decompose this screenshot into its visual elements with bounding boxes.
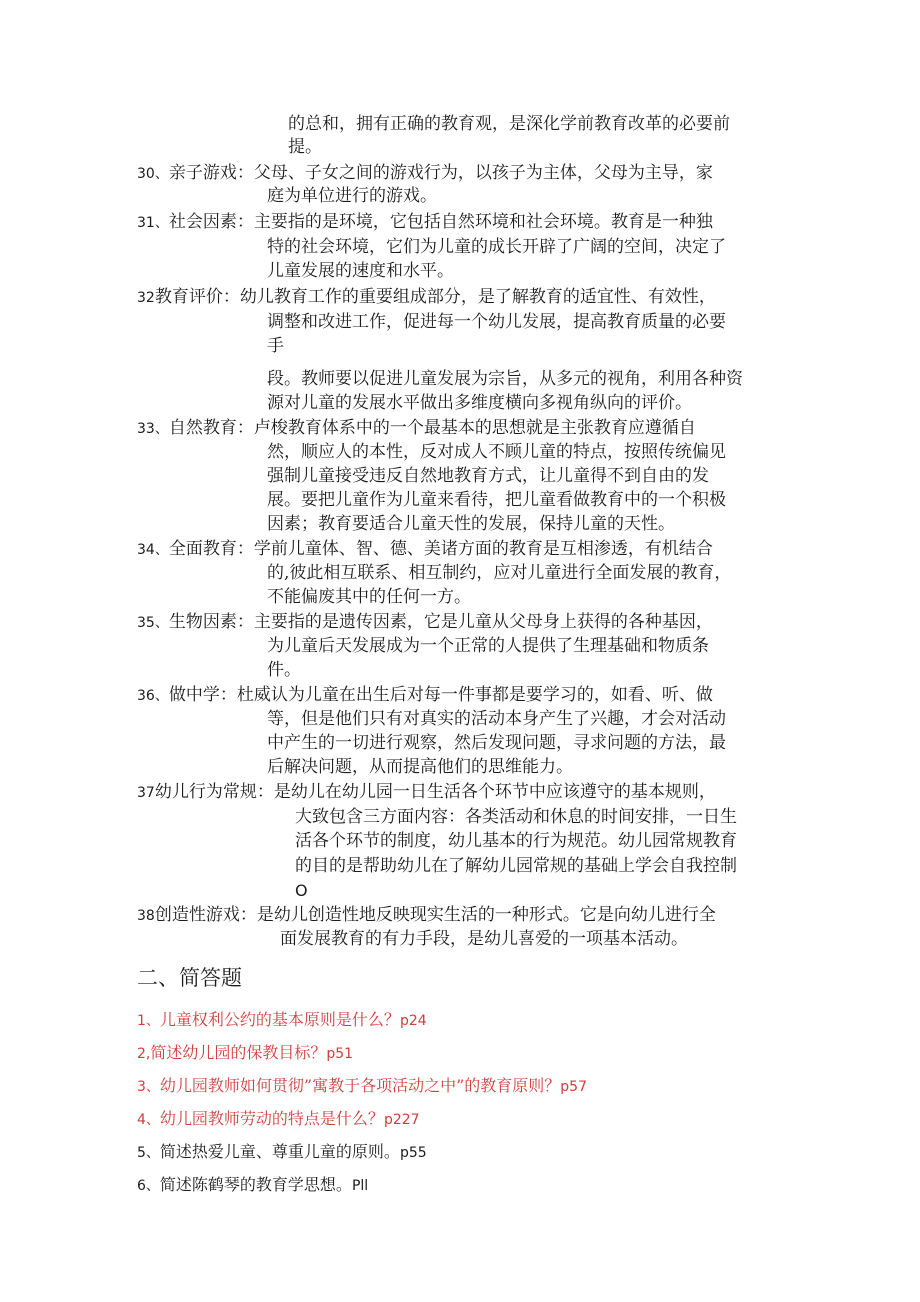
definition-term: 自然教育： [168,418,254,438]
question-item [137,1141,427,1164]
question-page-ref: p55 [399,1145,427,1161]
definition-term: 社会因素： [168,212,254,232]
definition-line: 然，顺应人的本性，反对成人不顾儿童的特点，按照传统偏见 [267,442,726,462]
definition-line: 等，但是他们只有对真实的活动本身产生了兴趣，才会对活动 [267,709,726,729]
definition-line: 调整和改进工作，促进每一个幼儿发展，提高教育质量的必要 [267,312,726,332]
definition-term: 教育评价： [154,287,240,307]
question-number: 3、 [137,1079,160,1095]
question-number: 5、 [137,1145,160,1161]
definition-line: 的,彼此相互联系、相互制约，应对儿童进行全面发展的教育， [267,563,732,583]
definition-label [137,162,713,186]
section-title: 二、简答题 [137,966,242,990]
definition-term: 幼儿行为常规： [154,782,274,802]
definition-line: 的目的是帮助幼儿在了解幼儿园常规的基础上学会自我控制 [295,856,737,876]
definition-line: 卢梭教育体系中的一个最基本的思想就是主张教育应遵循自 [253,418,696,438]
question-text: 幼儿园教师如何贯彻”寓教于各项活动之中”的教育原则？ [159,1076,561,1095]
question-page-ref: p24 [399,1013,427,1029]
definition-line: 大致包含三方面内容：各类活动和休息的时间安排，一日生 [295,807,737,827]
definition-label [137,904,716,928]
question-item [137,1009,427,1032]
question-item [137,1075,587,1098]
definition-line: 中产生的一切进行观察，然后发现问题，寻求问题的方法，最 [267,733,726,753]
question-page-ref: Pll [351,1178,369,1194]
question-text: 幼儿园教师劳动的特点是什么？ [159,1109,384,1128]
definition-line: 因素；教育要适合儿童天性的发展，保持儿童的天性。 [267,514,675,534]
definition-line: 后解决问题，从而提高他们的思维能力。 [267,757,573,777]
definition-line: 活各个环节的制度，幼儿基本的行为规范。幼儿园常规教育 [295,831,737,851]
definition-label [137,611,713,635]
definition-line: O [295,881,308,900]
definition-number: 32 [137,290,155,306]
definition-number: 33、 [137,421,169,437]
question-number: 6、 [137,1178,160,1194]
definition-line: 的总和，拥有正确的教育观，是深化学前教育改革的必要前 [288,114,730,134]
definition-label [137,781,716,805]
definition-line: 学前儿童体、智、德、美诸方面的教育是互相渗透，有机结合 [253,539,713,559]
definition-line: 件。 [267,660,301,680]
question-number: 1、 [137,1013,160,1029]
definition-line: 幼儿教育工作的重要组成部分，是了解教育的适宜性、有效性， [239,287,716,307]
definition-line: 展。要把儿童作为儿童来看待，把儿童看做教育中的一个积极 [267,490,726,510]
definition-label [137,211,713,235]
definition-line: 强制儿童接受违反自然地教育方式，让儿童得不到自由的发 [267,466,709,486]
definition-line: 提。 [288,137,322,157]
question-page-ref: p51 [326,1046,354,1062]
definition-number: 38 [137,908,155,924]
definition-line: 主要指的是环境，它包括自然环境和社会环境。教育是一种独 [253,212,713,232]
question-item [137,1042,353,1065]
definition-line: 面发展教育的有力手段，是幼儿喜爱的一项基本活动。 [280,929,688,949]
question-text: 简述陈鹤琴的教育学思想。 [159,1175,352,1194]
definition-number: 35、 [137,615,169,631]
question-page-ref: p227 [383,1112,420,1128]
question-item [137,1108,420,1131]
definition-label [137,538,713,562]
definition-term: 亲子游戏： [168,163,254,183]
question-number: 4、 [137,1112,160,1128]
question-page-ref: p57 [560,1079,587,1095]
definition-number: 30、 [137,166,169,182]
definition-term: 全面教育： [168,539,254,559]
definition-line: 儿童发展的速度和水平。 [267,261,454,281]
definition-line: 是幼儿创造性地反映现实生活的一种形式。它是向幼儿进行全 [256,905,716,925]
definition-number: 34、 [137,542,169,558]
question-item [137,1174,368,1197]
definition-line: 不能偏废其中的任何一方。 [267,587,471,607]
definition-label [137,417,696,441]
definition-number: 37 [137,785,155,801]
question-number: 2, [137,1046,151,1062]
question-text: 简述热爱儿童、尊重儿童的原则。 [159,1142,400,1161]
definition-line: 主要指的是遗传因素，它是儿童从父母身上获得的各种基因， [253,612,713,632]
question-text: 简述幼儿园的保教目标？ [150,1043,327,1062]
definition-line: 是幼儿在幼儿园一日生活各个环节中应该遵守的基本规则， [273,782,716,802]
definition-number: 36、 [137,688,169,704]
definition-line: 段。教师要以促进儿童发展为宗旨，从多元的视角，利用各种资 [267,369,743,389]
definition-line: 手 [267,336,284,356]
definition-number: 31、 [137,215,169,231]
definition-line: 特的社会环境，它们为儿童的成长开辟了广阔的空间，决定了 [267,237,726,257]
definition-term: 创造性游戏： [154,905,257,925]
definition-line: 源对儿童的发展水平做出多维度横向多视角纵向的评价。 [267,393,692,413]
question-text: 儿童权利公约的基本原则是什么？ [159,1010,400,1029]
definition-term: 生物因素： [168,612,254,632]
definition-label [137,684,713,708]
definition-line: 为儿童后天发展成为一个正常的人提供了生理基础和物质条 [267,636,709,656]
definition-line: 父母、子女之间的游戏行为，以孩子为主体，父母为主导，家 [253,163,713,183]
definition-line: 庭为单位进行的游戏。 [267,186,437,206]
definition-term: 做中学： [168,685,237,705]
definition-label [137,286,716,310]
definition-line: 杜威认为儿童在出生后对每一件事都是要学习的，如看、听、做 [236,685,713,705]
